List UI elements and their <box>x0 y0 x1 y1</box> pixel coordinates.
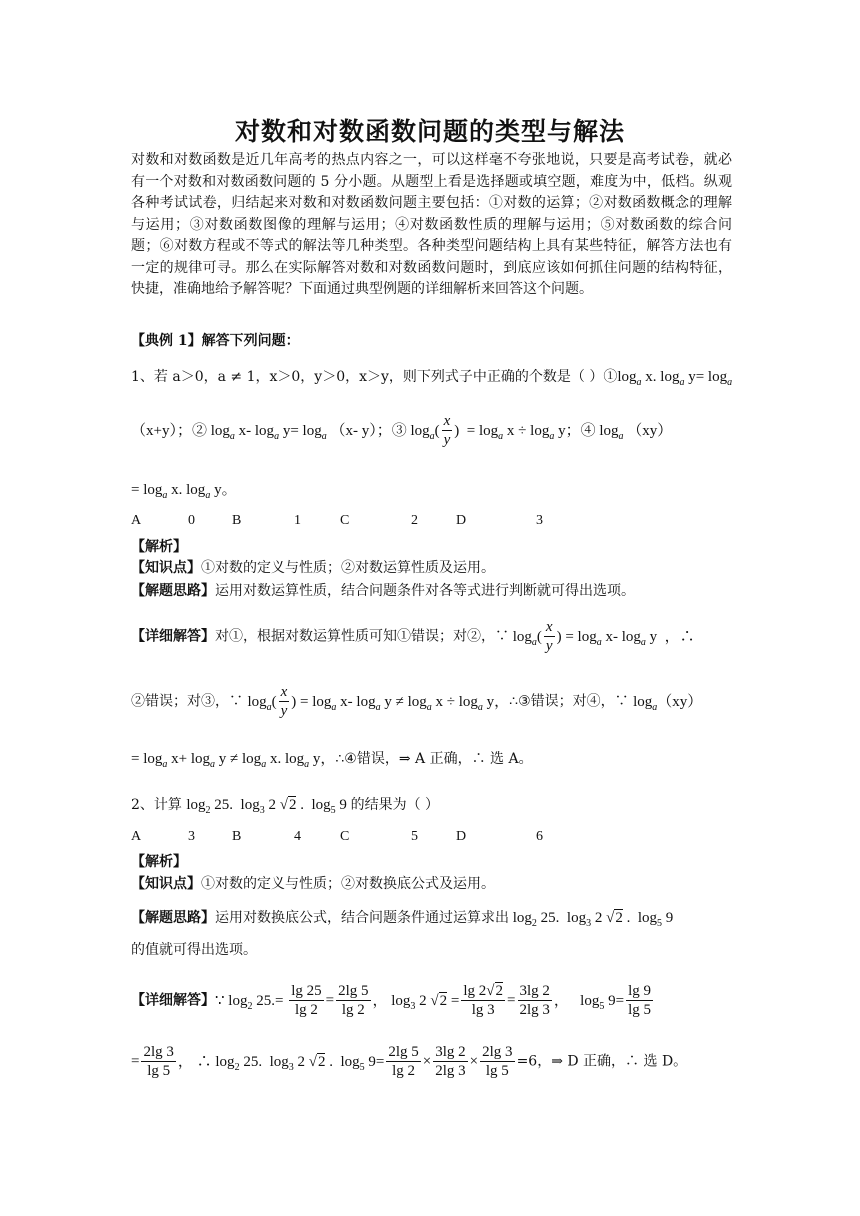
q2-detail-line2: = $\frac{2\lg 3}{\lg 5}$ ， ∴ $\log_2 25$. $\log_3 2$ √2 . $\log_5 9=$ $\frac{2\lg 5}{\lg 2}$ × $\frac{3\lg 2}{2\lg 3}$ × $\frac{2\lg 3}{\lg 5}$ =6，⇒ D 正确，∴ 选 D。 <box>131 1044 688 1079</box>
example-header: 【典例 1】解答下列问题： <box>131 333 300 349</box>
q1-detail-line2: ②错误；对③，∵ $\log_a$( $\frac{x}{y}$ ) = $\log_a x-$ $\log_a y \ne \log_a x \div \log_a y$，∴③错误；对④，∵ $\log_a(xy)$ <box>131 684 703 719</box>
q2-option-b-value: 4 <box>294 829 301 844</box>
q1-stem-line3: = $\log_a x$. $\log_a y$。 <box>131 482 237 501</box>
q1-idea: 【解题思路】运用对数运算性质，结合问题条件对各等式进行判断就可得出选项。 <box>131 583 635 599</box>
q1-option-d-value: 3 <box>536 513 543 528</box>
q2-stem: 2、计算 $\log_2 25$. $\log_3 2$ √2 . $\log_5 9$ 的结果为（ ） <box>131 797 440 816</box>
q2-option-c-value: 5 <box>411 829 418 844</box>
q2-idea-line2: 的值就可得出选项。 <box>131 942 257 958</box>
q2-option-d: D <box>456 829 467 844</box>
q2-option-a-value: 3 <box>188 829 195 844</box>
q2-idea: 【解题思路】运用对数换底公式，结合问题条件通过运算求出 $\log_2 25$. $\log_3 2$ √2 . $\log_5 9$ <box>131 910 674 929</box>
q1-option-c: C <box>340 513 350 528</box>
q2-option-b: B <box>232 829 242 844</box>
q1-detail-line1: 【详细解答】对①，根据对数运算性质可知①错误；对②，∵ $\log_a$( $\frac{x}{y}$ ) = $\log_a x-$ $\log_a y$ ，∴ <box>131 619 695 654</box>
q1-option-a: A <box>131 513 142 528</box>
page-title: 对数和对数函数问题的类型与解法 <box>234 117 625 146</box>
q1-option-c-value: 2 <box>411 513 418 528</box>
q2-option-d-value: 6 <box>536 829 543 844</box>
q1-analysis-heading: 【解析】 <box>131 539 187 555</box>
q2-option-a: A <box>131 829 142 844</box>
q2-option-c: C <box>340 829 350 844</box>
q1-option-a-value: 0 <box>188 513 195 528</box>
q2-detail-line1: 【详细解答】∵ $\log_2 25.=$ $\frac{\lg 25}{\lg 2}$ = $\frac{2\lg 5}{\lg 2}$ ， $\log_3 2$ √2 = $\frac{\lg 2√2}{\lg 3}$ = $\frac{3\lg 2}{2\lg 3}$ ， $\log_5 9=$ $\frac{\lg 9}{\lg 5}$ <box>131 983 651 1018</box>
q2-knowledge: 【知识点】①对数的定义与性质；②对数换底公式及运用。 <box>131 876 495 892</box>
q1-option-b-value: 1 <box>294 513 301 528</box>
q1-knowledge: 【知识点】①对数的定义与性质；②对数运算性质及运用。 <box>131 560 495 576</box>
q1-stem: 1、若 a＞0，a ≠ 1，x＞0，y＞0，x＞y，则下列式子中正确的个数是（ ）$①\log_a$ x. $\log_a y= \log_a$ <box>131 369 733 388</box>
q1-option-b: B <box>232 513 242 528</box>
q1-detail-line3: = $\log_a x+ \log_a y \ne \log_a x$. $\log_a y$，∴④错误，⇒ A 正确，∴ 选 A。 <box>131 751 533 770</box>
intro-paragraph: 对数和对数函数是近几年高考的热点内容之一，可以这样毫不夸张地说，只要是高考试卷，就必有一个对数和对数函数问题的 5 分小题。从题型上看是选择题或填空题，难度为中，低档。纵观各种考试试卷，归结起来对数和对数函数问题主要包括：①对数的运算；②对数函数概念的理解与运用；③对数函数图像的理解与运用；④对数函数性质的理解与运用；⑤对数函数的综合问题；⑥对数方程或不等式的解法等几种类型。各种类型问题结构上具有某些特征，解答方法也有一定的规律可寻。那么在实际解答对数和对数函数问题时，到底应该如何抓住问题的结构特征，快捷，准确地给予解答呢？下面通过典型例题的详细解析来回答这个问题。 <box>131 152 732 297</box>
q2-analysis-heading: 【解析】 <box>131 854 187 870</box>
q1-stem-line2: （x+y）；② $\log_a x-$ $\log_a y= \log_a (x-$ y）；③ $\log_a$( $\frac{x}{y}$ ) = $\log_a x \div \log_a y$；④ $\log_a (xy)$ <box>131 413 673 448</box>
q1-option-d: D <box>456 513 467 528</box>
